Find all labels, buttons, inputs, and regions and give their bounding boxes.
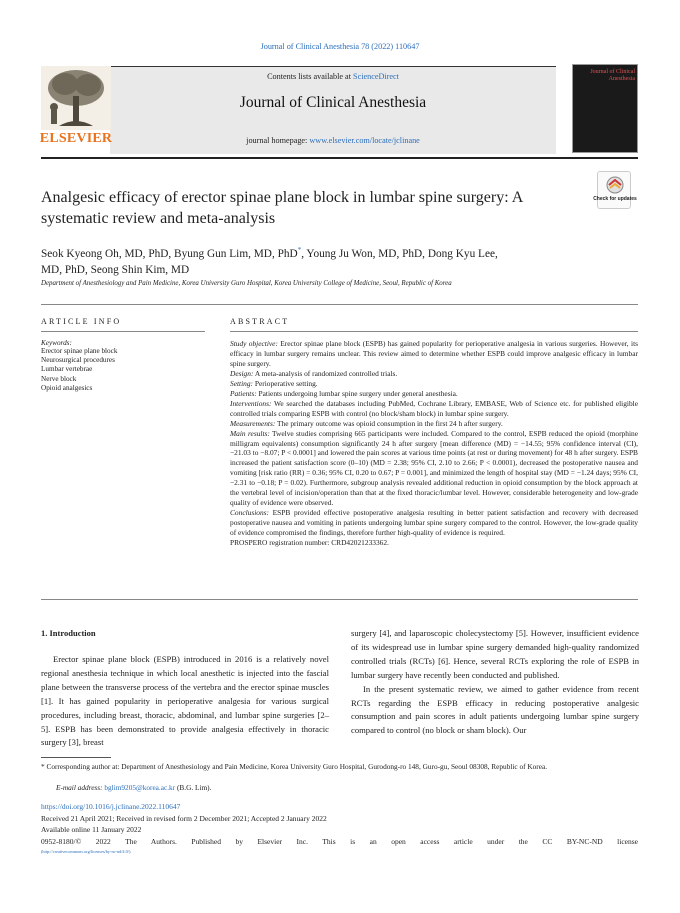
text: A meta-analysis of randomized controlled trials. — [253, 368, 398, 378]
email-link[interactable]: bglim9205@korea.ac.kr — [104, 783, 176, 792]
authors-line1-b: , Young Ju Won, MD, PhD, Dong Kyu Lee, — [301, 247, 498, 260]
journal-reference[interactable]: Journal of Clinical Anesthesia 78 (2022) 110647 — [260, 42, 420, 51]
license-statement: 0952-8180/© 2022 The Authors. Published by Elsevier Inc. This is an open access article under the CC BY-NC-ND license — [41, 837, 638, 846]
keyword-item: Opioid analgesics — [41, 383, 93, 392]
abstract-prospero: PROSPERO registration number: CRD42021233362. — [230, 538, 389, 548]
journal-homepage — [110, 136, 556, 145]
contents-line — [110, 72, 556, 81]
author-list — [41, 242, 601, 278]
email-line — [56, 783, 211, 792]
available-online: Available online 11 January 2022 — [41, 825, 142, 834]
article-info-rule — [41, 331, 205, 332]
header-rule — [41, 157, 638, 159]
keyword-item: Neurosurgical procedures — [41, 356, 115, 365]
abstract-heading: ABSTRACT — [230, 317, 290, 326]
homepage-prefix: journal homepage: — [246, 136, 310, 145]
article-title: Analgesic efficacy of erector spinae plane block in lumbar spine surgery: A systematic review and meta-analysis — [41, 189, 523, 227]
text: The primary outcome was opioid consumption in the first 24 h after surgery. — [275, 418, 503, 428]
article-info-heading: ARTICLE INFO — [41, 317, 122, 326]
keywords-list — [41, 347, 117, 393]
affiliation: Department of Anesthesiology and Pain Medicine, Korea University Guro Hospital, Korea University College of Medicine, Seoul, Republic of Korea — [41, 280, 452, 287]
journal-title: Journal of Clinical Anesthesia — [239, 94, 427, 111]
keyword-item: Lumbar vertebrae — [41, 365, 93, 374]
label: Measurements: — [230, 418, 276, 428]
homepage-link[interactable]: www.elsevier.com/locate/jclinane — [309, 136, 420, 145]
text: ESPB provided effective postoperative analgesia resulting in better patient satisfaction and recovery with decreased postoperative nausea and vomiting in patients undergoing lumbar spine surgery compared to the control. However, the low-grade quality of evidence compromised the findings, therefore further high-quality of evidence is required. — [230, 508, 638, 538]
abstract-measurements — [230, 419, 638, 429]
text: Perioperative setting. — [253, 378, 318, 388]
authors-line2: MD, PhD, Seong Shin Kim, MD — [41, 264, 190, 277]
abstract-body — [230, 339, 638, 548]
intro-column-1: Erector spinae plane block (ESPB) introduced in 2016 is a relatively novel regional anesthesia technique in which local anesthetic is injected into the fascial plane between the transverse process of the vertebra and the erector spinae muscles [1]. It has gained popularity in perioperative analgesia for various surgical procedures, including breast, thoracic, abdominal, and lumbar spine surgeries [2–5]. ESPB has been demonstrated to provide analgesia effectively in thoracic surgery [3], breast — [41, 654, 329, 748]
doi-link[interactable]: https://doi.org/10.1016/j.jclinane.2022.110647 — [41, 802, 181, 811]
article-history — [41, 813, 327, 824]
keywords-label: Keywords: — [41, 339, 72, 347]
journal-cover-title: Journal of Clinical Anesthesia — [590, 69, 635, 82]
check-updates-icon — [593, 172, 637, 210]
intro-paragraph: surgery [4], and laparoscopic cholecystectomy [5]. However, insufficient evidence of its widespread use in lumbar spine surgery demanded high-quality randomized controlled trials (RCTs) [6]. Hence, several RCTs exploring the role of ESPB in lumbar surgery have recently been conducted and published. — [351, 628, 639, 680]
label: Study objective: — [230, 339, 278, 348]
text: Erector spinae plane block (ESPB) has gained popularity for perioperative analgesia in various surgeries. However, its efficacy in lumbar surgery remains unclear. This review aimed to determine whether ESPB could improve analgesic efficacy in lumbar spine surgery. — [230, 339, 638, 368]
label: Interventions: — [230, 398, 272, 408]
footnote-rule — [41, 757, 111, 758]
label: Patients: — [230, 388, 257, 398]
abstract-patients — [230, 389, 638, 399]
corresponding-author-mark[interactable]: * — [297, 246, 302, 254]
section-rule — [41, 304, 638, 305]
abstract-objective — [230, 339, 638, 369]
label: Setting: — [230, 378, 253, 388]
keyword-item: Nerve block — [41, 374, 77, 383]
introduction-heading: 1. Introduction — [41, 628, 96, 638]
contents-prefix: Contents lists available at — [267, 72, 354, 81]
text: We searched the databases including PubMed, Cochrane Library, EMBASE, Web of Science etc. for published eligible controlled trials comparing ESPB with control (no block/sham block) in lumbar spine surgery. — [230, 398, 638, 418]
abstract-rule — [230, 331, 638, 332]
received-dates: Received 21 April 2021; Received in revised form 2 December 2021; Accepted 2 January 2022 — [41, 814, 327, 823]
abstract-setting — [230, 379, 638, 389]
authors-line1-a: Seok Kyeong Oh, MD, PhD, Byung Gun Lim, MD, PhD — [41, 247, 298, 260]
abstract-results — [230, 429, 638, 509]
intro-column-2 — [351, 627, 639, 738]
license-url[interactable]: (http://creativecommons.org/licenses/by-nc-nd/4.0/). — [41, 849, 132, 854]
check-for-updates-badge[interactable] — [593, 171, 637, 209]
intro-paragraph: In the present systematic review, we aimed to gather evidence from recent RCTs regarding the ESPB efficacy in reducing postoperative analgesic consumption and pain scores in adult patients undergoing lumbar spine surgery compared to control (no block or sham block). Our — [351, 683, 639, 736]
abstract-interventions — [230, 399, 638, 419]
label: Design: — [230, 368, 254, 378]
abstract-end-rule — [41, 599, 638, 600]
label: Main results: — [230, 428, 270, 438]
sciencedirect-link[interactable]: ScienceDirect — [353, 72, 399, 81]
abstract-design — [230, 369, 638, 379]
keyword-item: Erector spinae plane block — [41, 347, 118, 355]
text: Twelve studies comprising 665 participants were included. Compared to the control, ESPB reduced the opioid (morphine milligram equivalents) consumption significantly 24 h after surgery [mean difference (MD) = −14.55; 95% confidence interval (CI), −21.03 to −8.07; P < 0.0001] and lowered the pain scores at various time points (at rest or during movement) for 48 h after surgery. ESPB increased the patient satisfaction score (0–10) (MD = 2.38; 95% CI, 2.10 to 2.66; P < 0.0001), decreased the postoperative nausea and vomiting [risk ratio (RR) = 0.36; 95% CI, 0.20 to 0.67; P = 0.001], and minimized the length of hospital stay (MD = −1.24 days; 95% CI, −2.31 to −0.18; P = 0.02). Furthermore, subgroup analysis revealed additional reduction in opioid consumption by the block approach at the vertebral level of incision/operation than that at the fixed thoracic/lumbar level. However, considerable heterogeneity and low-grade quality of evidence were observed. — [230, 428, 638, 508]
label: Conclusions: — [230, 508, 270, 518]
email-label: E-mail address: — [56, 783, 105, 792]
text: Patients undergoing lumbar spine surgery under general anesthesia. — [256, 388, 458, 398]
elsevier-wordmark: ELSEVIER — [39, 131, 113, 146]
abstract-conclusions — [230, 508, 638, 538]
email-suffix: (B.G. Lim). — [175, 783, 212, 792]
corresponding-author-footnote: * Corresponding author at: Department of Anesthesiology and Pain Medicine, Korea University Guro Hospital, Gurodong-ro 148, Guro-gu, Seoul 08308, Republic of Korea. — [41, 762, 548, 771]
check-updates-label: Check for updates — [593, 196, 637, 202]
